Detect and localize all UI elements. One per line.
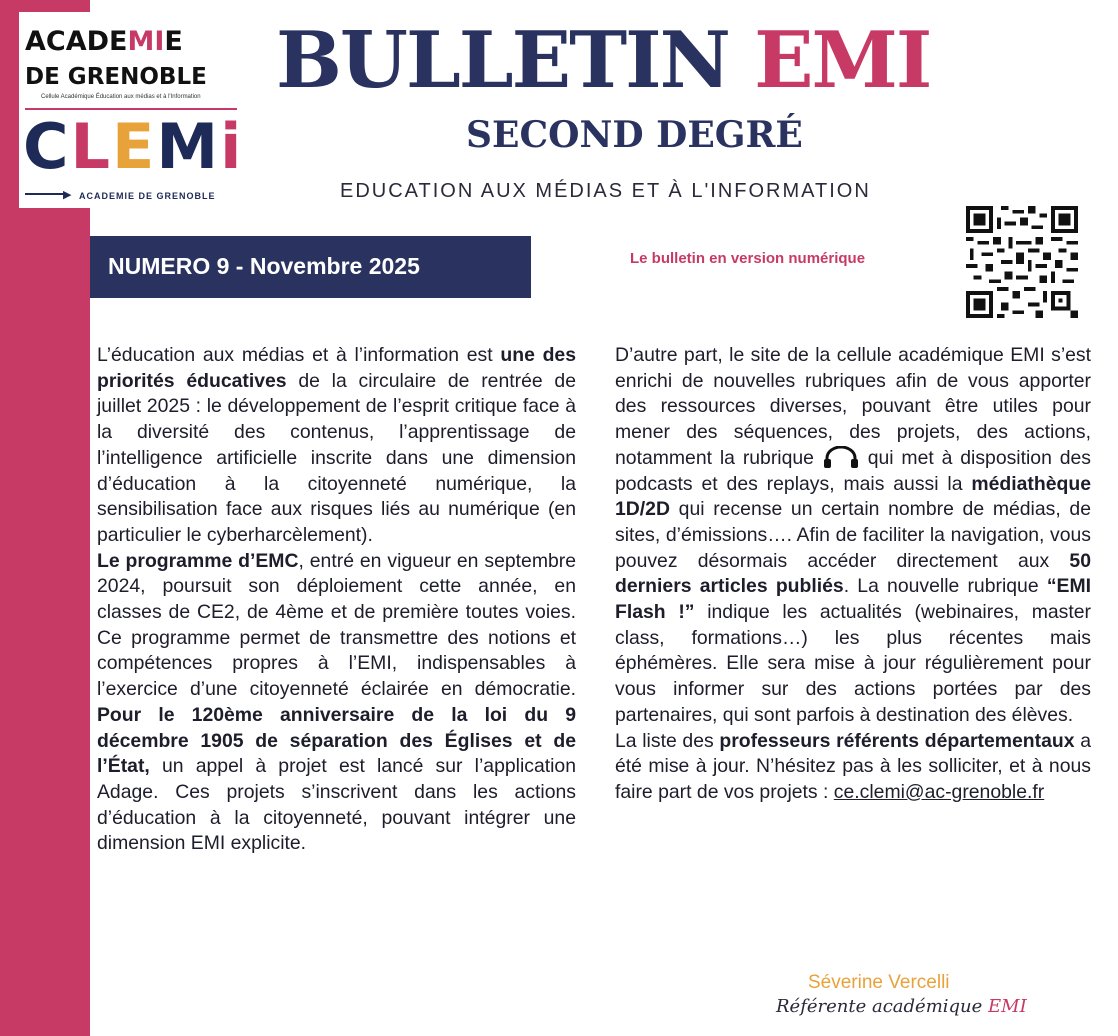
clemi-subtitle: ACADEMIE DE GRENOBLE	[79, 191, 216, 201]
logo-grenoble-text: DE GRENOBLE	[25, 64, 207, 90]
arrowhead-icon: ▶	[63, 189, 72, 201]
email-link[interactable]: ce.clemi@ac-grenoble.fr	[833, 780, 1045, 803]
issue-banner	[90, 236, 531, 298]
clemi-wordmark: CLEMi	[23, 110, 244, 183]
headphones-icon[interactable]	[822, 446, 860, 468]
digital-version-link[interactable]: Le bulletin en version numérique	[630, 250, 866, 267]
arrow-icon	[25, 193, 67, 195]
signature-name: Séverine Vercelli	[808, 972, 950, 993]
left-text-column	[97, 343, 576, 857]
referents-paragraph: La liste des professeurs référents départementaux a été mise à jour. N’hésitez pas à les solliciter, et à nous faire part de vos projets : ce.clemi@ac-grenoble.fr	[615, 729, 1091, 803]
bulletin-subtitle: SECOND DEGRÉ	[466, 114, 803, 156]
logo-academie-text: ACADEMIE	[25, 26, 183, 57]
bulletin-tagline: EDUCATION AUX MÉDIAS ET À L'INFORMATION	[340, 180, 871, 202]
logo-small-caption: Cellule Académique Éducation aux médias et à l'Information	[41, 94, 201, 100]
right-text-column	[615, 343, 1091, 806]
academie-clemi-logo	[19, 12, 245, 208]
emc-program-paragraph: Le programme d’EMC, entré en vigueur en septembre 2024, poursuit son déploiement cette année, en classes de CE2, de 4ème et de première toutes voies. Ce programme permet de transmettre des notions et compétences propres à l’EMI, indispensables à l’exercice d’une citoyenneté éclairée en démocratie. Pour le 120ème anniversaire de la loi du 9 décembre 1905 de séparation des Églises et de l’État, un appel à projet est lancé sur l’application Adage. Ces projets s’inscrivent dans les actions d’éducation à la citoyenneté, pouvant intégrer une dimension EMI explicite.	[97, 549, 576, 855]
emi-priorities-paragraph: L’éducation aux médias et à l’information est une des priorités éducatives de la circulaire de rentrée de juillet 2025 : le développement de l’esprit critique face à la diversité des contenus, l’apprentissage de l’intelligence artificielle inscrite dans une dimension d’éducation à la citoyenneté numérique, la sensibilisation face aux risques liés au numérique (en particulier le cyberharcèlement).	[97, 344, 576, 546]
site-resources-paragraph: D’autre part, le site de la cellule académique EMI s’est enrichi de nouvelles rubriques afin de vous apporter des ressources diverses, pouvant être utiles pour mener des séquences, des projets, des actions, notamment la rubrique qui met à disposition des podcasts et des replays, mais aussi la médiathèque 1D/2D qui recense un certain nombre de médias, de sites, d’émissions…. Afin de faciliter la navigation, vous pouvez désormais accéder directement aux 50 derniers articles publiés. La nouvelle rubrique “EMI Flash !” indique les actualités (webinaires, master class, formations…) les plus récentes mais éphémères. Elle sera mise à jour régulièrement pour vous informer sur des actions portées par des partenaires, qui sont parfois à destination des élèves.	[615, 344, 1092, 726]
signature-role: Référente académique EMI	[776, 996, 1027, 1017]
qr-code-icon[interactable]	[966, 206, 1078, 318]
issue-label: NUMERO 9 - Novembre 2025	[108, 253, 420, 279]
bulletin-title: BULLETIN EMI	[276, 15, 931, 106]
